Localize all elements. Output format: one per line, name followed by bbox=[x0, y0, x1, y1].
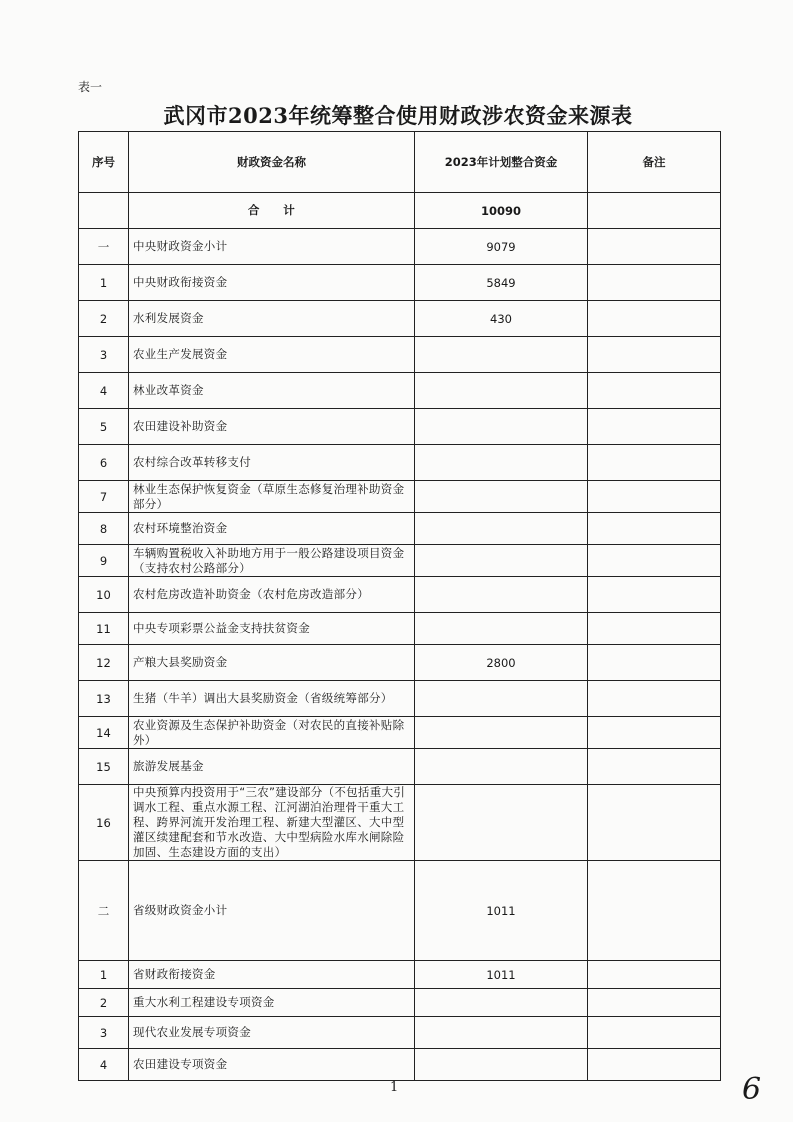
note-cell bbox=[588, 409, 721, 445]
amount-cell bbox=[415, 409, 588, 445]
amount-cell: 9079 bbox=[415, 229, 588, 265]
seq-cell: 二 bbox=[79, 861, 129, 961]
seq-cell: 3 bbox=[79, 337, 129, 373]
table-header-row bbox=[79, 132, 721, 193]
note-cell bbox=[588, 445, 721, 481]
amount-cell: 2800 bbox=[415, 645, 588, 681]
name-cell: 旅游发展基金 bbox=[129, 749, 415, 785]
note-cell bbox=[588, 577, 721, 613]
seq-cell: 10 bbox=[79, 577, 129, 613]
table-row bbox=[79, 749, 721, 785]
name-cell: 车辆购置税收入补助地方用于一般公路建设项目资金（支持农村公路部分） bbox=[129, 545, 415, 577]
table-row bbox=[79, 1017, 721, 1049]
table-row bbox=[79, 481, 721, 513]
seq-cell: 11 bbox=[79, 613, 129, 645]
seq-cell: 8 bbox=[79, 513, 129, 545]
table-row bbox=[79, 1049, 721, 1081]
name-cell: 中央财政衔接资金 bbox=[129, 265, 415, 301]
note-cell bbox=[588, 337, 721, 373]
note-cell bbox=[588, 373, 721, 409]
amount-cell: 5849 bbox=[415, 265, 588, 301]
name-cell: 重大水利工程建设专项资金 bbox=[129, 989, 415, 1017]
note-cell bbox=[588, 613, 721, 645]
seq-cell: 5 bbox=[79, 409, 129, 445]
page-number: 1 bbox=[390, 1080, 399, 1095]
note-cell bbox=[588, 861, 721, 961]
note-cell bbox=[588, 513, 721, 545]
name-cell: 生猪（牛羊）调出大县奖励资金（省级统筹部分） bbox=[129, 681, 415, 717]
table-label: 表一 bbox=[78, 80, 103, 94]
seq-cell: 4 bbox=[79, 1049, 129, 1081]
note-cell bbox=[588, 785, 721, 861]
amount-cell bbox=[415, 613, 588, 645]
table-row bbox=[79, 445, 721, 481]
seq-cell: 4 bbox=[79, 373, 129, 409]
amount-cell bbox=[415, 717, 588, 749]
amount-cell bbox=[415, 989, 588, 1017]
table-row bbox=[79, 373, 721, 409]
total-row bbox=[79, 193, 721, 229]
note-cell bbox=[588, 481, 721, 513]
name-cell: 中央预算内投资用于“三农”建设部分（不包括重大引调水工程、重点水源工程、江河湖泊治理骨干重大工程、跨界河流开发治理工程、新建大型灌区、大中型灌区续建配套和节水改造、大中型病险水库水闸除险加固、生态建设方面的支出） bbox=[129, 785, 415, 861]
amount-cell bbox=[415, 577, 588, 613]
header-name: 财政资金名称 bbox=[129, 132, 415, 193]
name-cell: 中央财政资金小计 bbox=[129, 229, 415, 265]
table-row bbox=[79, 301, 721, 337]
seq-cell: 3 bbox=[79, 1017, 129, 1049]
name-cell: 农田建设专项资金 bbox=[129, 1049, 415, 1081]
note-cell bbox=[588, 545, 721, 577]
seq-cell bbox=[79, 193, 129, 229]
document-title: 武冈市2023年统筹整合使用财政涉农资金来源表 bbox=[163, 103, 633, 128]
table-row bbox=[79, 337, 721, 373]
amount-cell: 10090 bbox=[415, 193, 588, 229]
amount-cell: 1011 bbox=[415, 961, 588, 989]
seq-cell: 13 bbox=[79, 681, 129, 717]
table-row bbox=[79, 785, 721, 861]
seq-cell: 7 bbox=[79, 481, 129, 513]
note-cell bbox=[588, 749, 721, 785]
header-amount: 2023年计划整合资金 bbox=[415, 132, 588, 193]
handwritten-page-note: 6 bbox=[742, 1072, 762, 1107]
amount-cell bbox=[415, 445, 588, 481]
amount-cell bbox=[415, 481, 588, 513]
amount-cell bbox=[415, 1049, 588, 1081]
note-cell bbox=[588, 961, 721, 989]
seq-cell: 1 bbox=[79, 265, 129, 301]
name-cell: 农村综合改革转移支付 bbox=[129, 445, 415, 481]
name-cell: 农田建设补助资金 bbox=[129, 409, 415, 445]
note-cell bbox=[588, 1049, 721, 1081]
note-cell bbox=[588, 265, 721, 301]
note-cell bbox=[588, 193, 721, 229]
amount-cell: 430 bbox=[415, 301, 588, 337]
name-cell: 产粮大县奖励资金 bbox=[129, 645, 415, 681]
amount-cell bbox=[415, 785, 588, 861]
table-row bbox=[79, 613, 721, 645]
name-cell: 农业资源及生态保护补助资金（对农民的直接补贴除外） bbox=[129, 717, 415, 749]
fund-source-table bbox=[78, 131, 721, 1081]
amount-cell: 1011 bbox=[415, 861, 588, 961]
table-row bbox=[79, 545, 721, 577]
table-row bbox=[79, 409, 721, 445]
seq-cell: 6 bbox=[79, 445, 129, 481]
name-cell: 水利发展资金 bbox=[129, 301, 415, 337]
note-cell bbox=[588, 301, 721, 337]
name-cell: 现代农业发展专项资金 bbox=[129, 1017, 415, 1049]
table-row bbox=[79, 681, 721, 717]
note-cell bbox=[588, 229, 721, 265]
seq-cell: 12 bbox=[79, 645, 129, 681]
subtotal-row bbox=[79, 229, 721, 265]
subtotal-row bbox=[79, 861, 721, 961]
header-note: 备注 bbox=[588, 132, 721, 193]
amount-cell bbox=[415, 373, 588, 409]
name-cell: 农业生产发展资金 bbox=[129, 337, 415, 373]
name-cell: 合 计 bbox=[129, 193, 415, 229]
note-cell bbox=[588, 645, 721, 681]
note-cell bbox=[588, 989, 721, 1017]
name-cell: 农村环境整治资金 bbox=[129, 513, 415, 545]
table-body bbox=[79, 193, 721, 1081]
seq-cell: 2 bbox=[79, 989, 129, 1017]
amount-cell bbox=[415, 681, 588, 717]
seq-cell: 1 bbox=[79, 961, 129, 989]
name-cell: 中央专项彩票公益金支持扶贫资金 bbox=[129, 613, 415, 645]
seq-cell: 9 bbox=[79, 545, 129, 577]
amount-cell bbox=[415, 513, 588, 545]
note-cell bbox=[588, 1017, 721, 1049]
table-row bbox=[79, 645, 721, 681]
name-cell: 省级财政资金小计 bbox=[129, 861, 415, 961]
table-row bbox=[79, 265, 721, 301]
amount-cell bbox=[415, 545, 588, 577]
note-cell bbox=[588, 681, 721, 717]
table-row bbox=[79, 717, 721, 749]
amount-cell bbox=[415, 749, 588, 785]
seq-cell: 15 bbox=[79, 749, 129, 785]
name-cell: 农村危房改造补助资金（农村危房改造部分） bbox=[129, 577, 415, 613]
note-cell bbox=[588, 717, 721, 749]
table-row bbox=[79, 989, 721, 1017]
seq-cell: 14 bbox=[79, 717, 129, 749]
seq-cell: 16 bbox=[79, 785, 129, 861]
name-cell: 省财政衔接资金 bbox=[129, 961, 415, 989]
seq-cell: 一 bbox=[79, 229, 129, 265]
table-row bbox=[79, 577, 721, 613]
amount-cell bbox=[415, 337, 588, 373]
table-row bbox=[79, 961, 721, 989]
header-seq: 序号 bbox=[79, 132, 129, 193]
seq-cell: 2 bbox=[79, 301, 129, 337]
name-cell: 林业生态保护恢复资金（草原生态修复治理补助资金部分） bbox=[129, 481, 415, 513]
name-cell: 林业改革资金 bbox=[129, 373, 415, 409]
amount-cell bbox=[415, 1017, 588, 1049]
table-row bbox=[79, 513, 721, 545]
